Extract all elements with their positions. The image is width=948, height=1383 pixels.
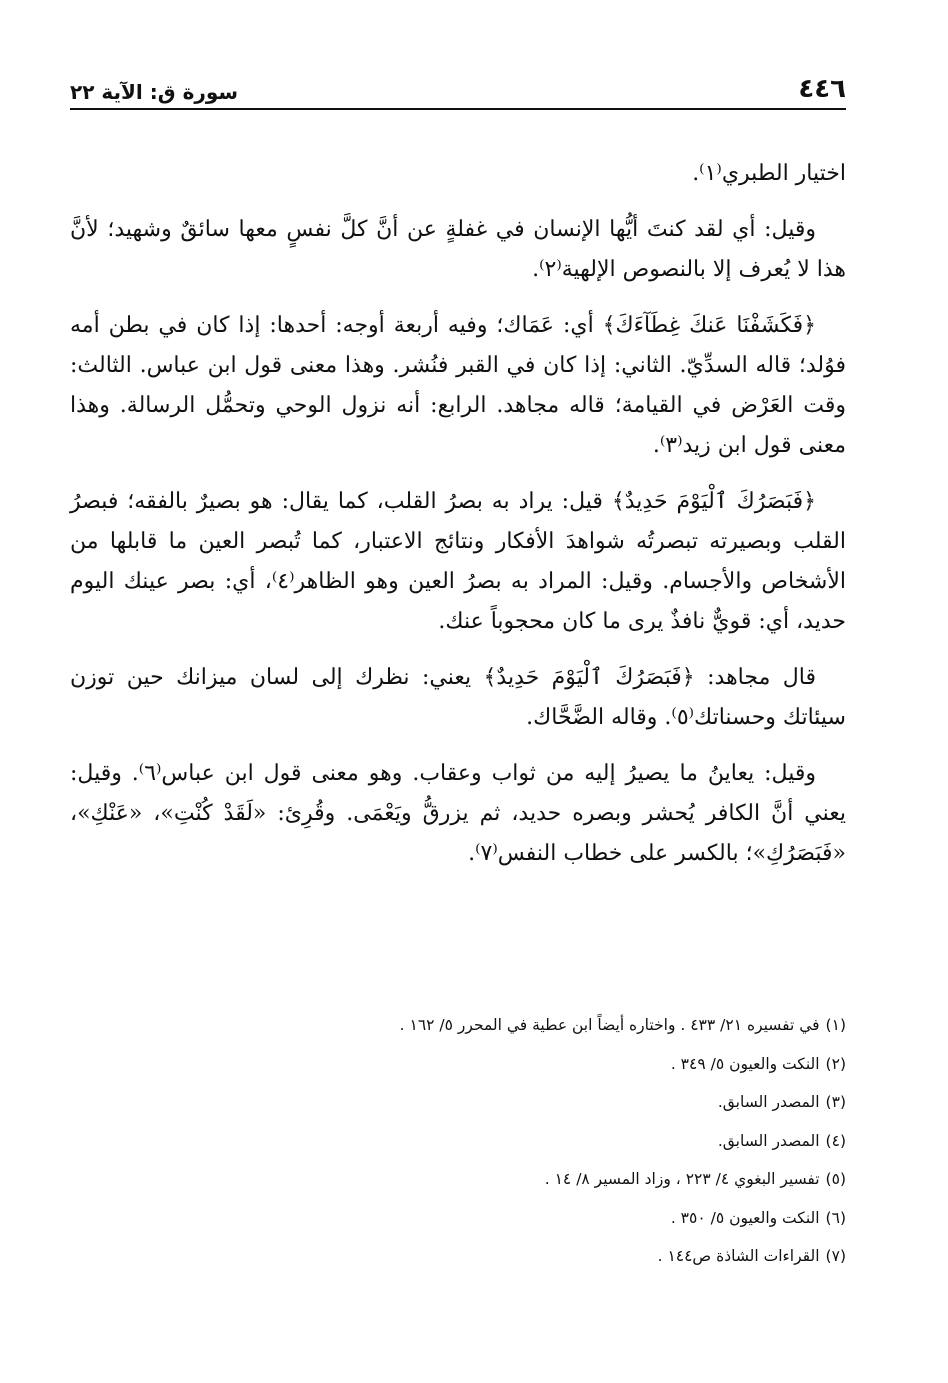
footnote [70, 1131, 846, 1151]
page-header [70, 60, 846, 110]
footnote [70, 1169, 846, 1189]
paragraph: قال مجاهد: ﴿فَبَصَرُكَ ٱلْيَوْمَ حَدِيدٌ﴾ يعني: نظرك إلى لسان ميزانك حين توزن سيئاتك وحسناتك⁽٥⁾. وقاله الضَّحَّاك. [70, 665, 846, 730]
footnote-number: (٤) [825, 1131, 846, 1150]
footnote [70, 1015, 846, 1035]
footnote-text: النكت والعيون ٥/ ٣٥٠ . [670, 1208, 820, 1227]
footnote-text: النكت والعيون ٥/ ٣٤٩ . [670, 1054, 820, 1073]
footnote-number: (٧) [825, 1247, 846, 1265]
footnote [70, 1054, 846, 1074]
footnote-text: المصدر السابق. [717, 1131, 820, 1150]
footnote [70, 1246, 846, 1266]
paragraph: وقيل: يعاينُ ما يصيرُ إليه من ثواب وعقاب. وهو معنى قول ابن عباس⁽٦⁾. وقيل: يعني أنَّ الكافر يُحشر وبصره حديد، ثم يزرقُّ ويَعْمَى. وقُرِئ: «لَقَدْ كُنْتِ»، «عَنْكِ»، «فَبَصَرُكِ»؛ بالكسر على خطاب النفس⁽٧⁾. [70, 761, 846, 866]
page-number: ٤٤٦ [798, 74, 846, 104]
paragraph: اختيار الطبري⁽١⁾. [692, 161, 846, 186]
footnote-text: المصدر السابق. [717, 1093, 820, 1111]
paragraph: ﴿فَكَشَفْنَا عَنكَ غِطَآءَكَ﴾ أي: عَمَاك؛ وفيه أربعة أوجه: أحدها: إذا كان في بطن أمه فوُلد؛ قاله السدِّيّ. الثاني: إذا كان في القبر فنُشر. وهذا معنى قول ابن عباس. الثالث: وقت العَرْض في القيامة؛ قاله مجاهد. الرابع: أنه نزول الوحي وتحمُّل الرسالة. وهذا معنى قول ابن زيد⁽٣⁾. [70, 313, 846, 458]
footnote-text: في تفسيره ٢١/ ٤٣٣ . واختاره أيضاً ابن عطية في المحرر ٥/ ١٦٢ . [399, 1016, 820, 1034]
footnote-number: (٥) [825, 1170, 846, 1188]
footnote-number: (١) [825, 1016, 846, 1034]
footnote-number: (٣) [825, 1093, 846, 1111]
footnote-text: تفسير البغوي ٤/ ٢٢٣ ، وزاد المسير ٨/ ١٤ . [544, 1170, 820, 1188]
footnote [70, 1092, 846, 1112]
footnote-number: (٦) [825, 1208, 846, 1227]
book-page [70, 60, 846, 1360]
footnotes [70, 1015, 846, 1285]
main-text [70, 154, 846, 874]
footnote [70, 1208, 846, 1228]
paragraph: ﴿فَبَصَرُكَ ٱلْيَوْمَ حَدِيدٌ﴾ قيل: يراد به بصرُ القلب، كما يقال: هو بصيرٌ بالفقه؛ فبصرُ القلب وبصيرته تبصرتُه شواهدَ الأفكار ونتائج الاعتبار، كما تُبصر العين ما قابلها من الأشخاص والأجسام. وقيل: المراد به بصرُ العين وهو الظاهر⁽٤⁾، أي: بصر عينك اليوم حديد، أي: قويٌّ نافذٌ يرى ما كان محجوباً عنك. [70, 489, 846, 634]
footnote-text: القراءات الشاذة ص١٤٤ . [657, 1247, 820, 1265]
running-title: سورة ق: الآية ٢٢ [70, 80, 239, 104]
footnote-number: (٢) [825, 1054, 846, 1073]
paragraph: وقيل: أي لقد كنتَ أيُّها الإنسان في غفلةٍ عن أنَّ كلَّ نفسٍ معها سائقٌ وشهيد؛ لأنَّ هذا لا يُعرف إلا بالنصوص الإلهية⁽٢⁾. [70, 217, 846, 282]
